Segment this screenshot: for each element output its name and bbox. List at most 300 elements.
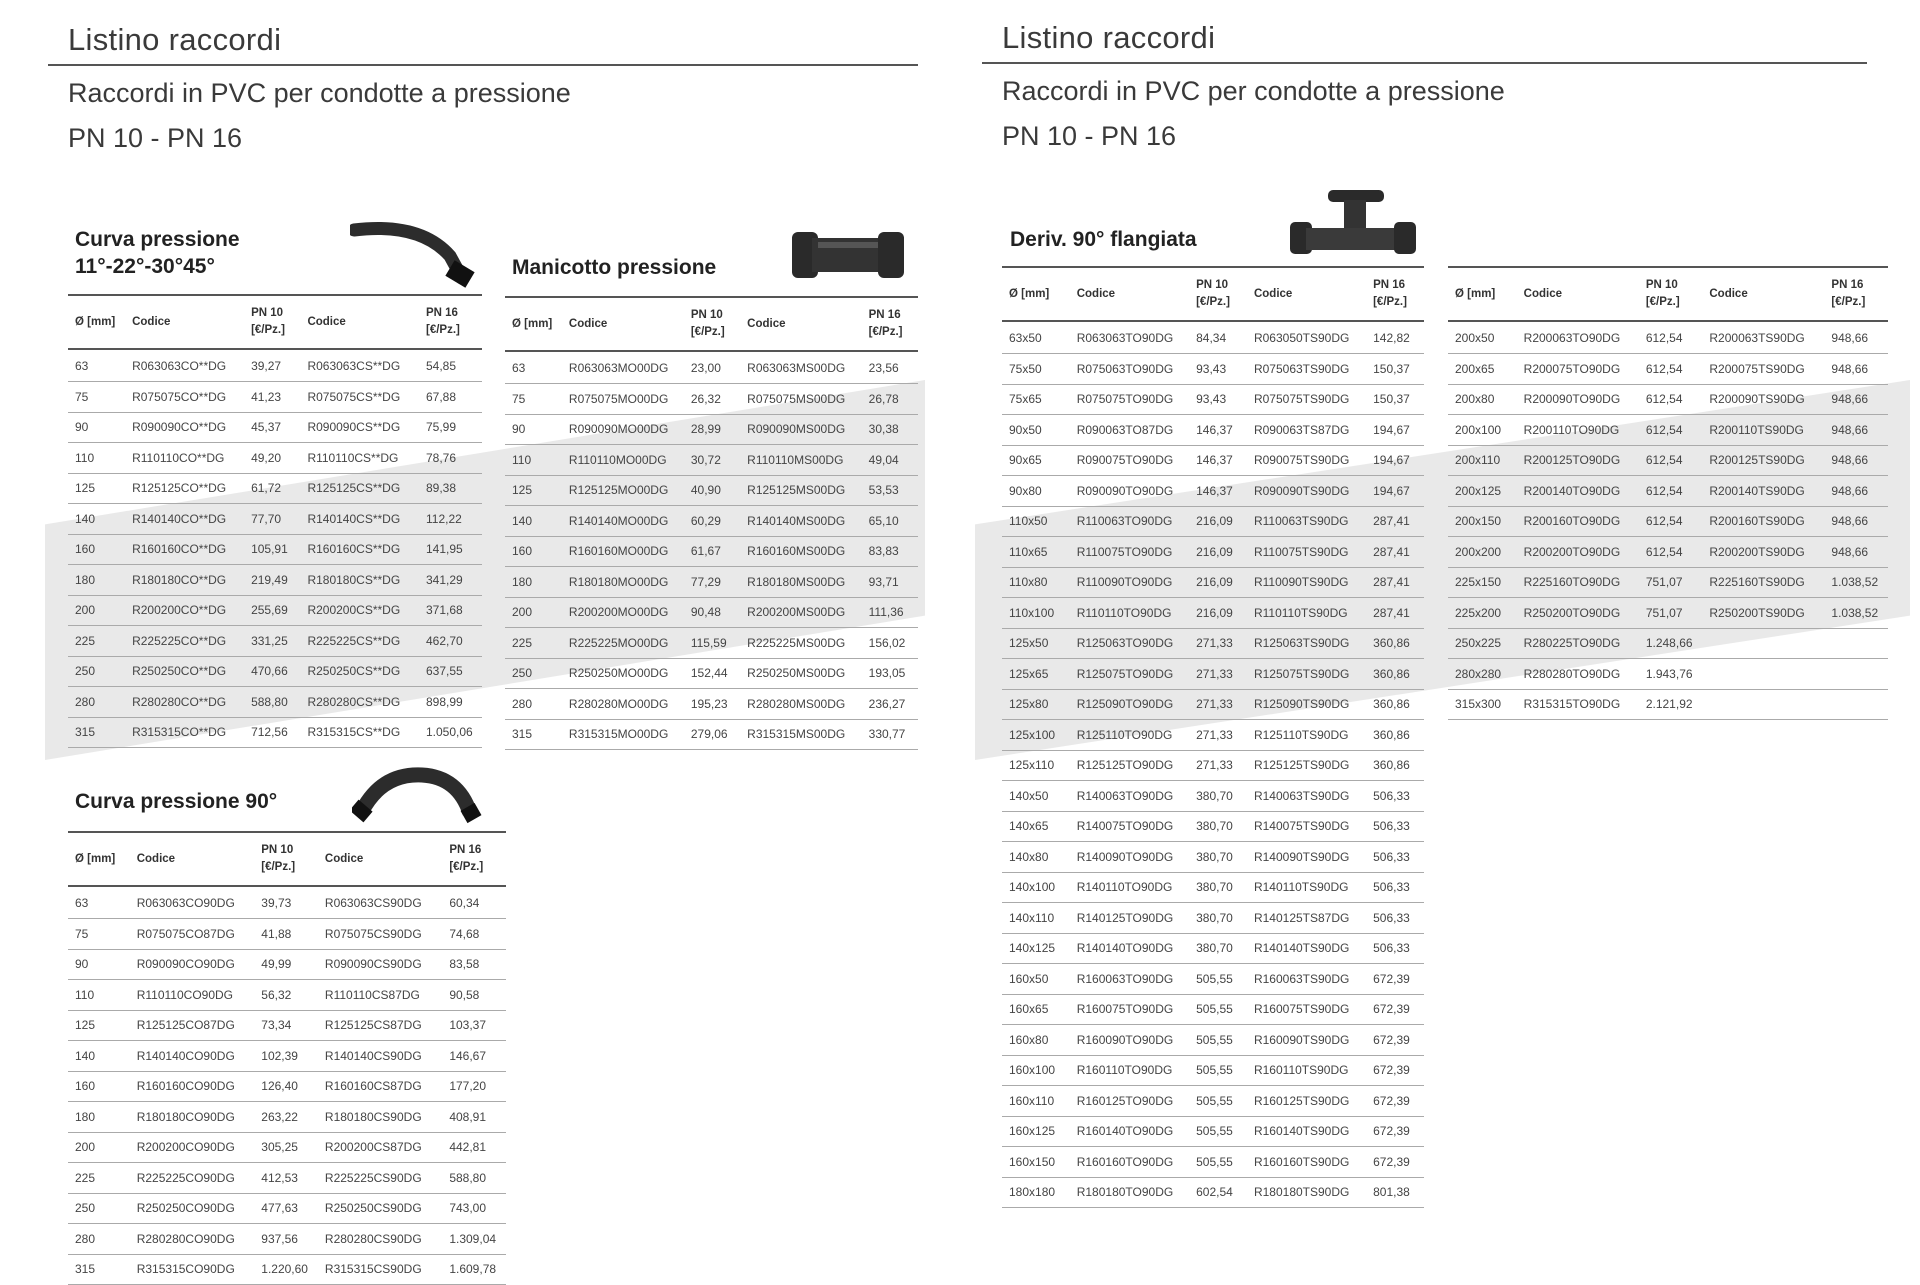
cell-code-pn16: R140125TS87DG [1247,903,1366,934]
pn16-label: PN 16 [425,307,458,319]
cell-code-pn16: R160140TS90DG [1247,1116,1366,1147]
cell-code-pn10: R125125CO**DG [125,473,244,504]
cell-price-pn10: 751,07 [1639,598,1703,629]
table-row [1448,598,1888,629]
cell-code-pn16: R250250CS**DG [300,656,419,687]
pn16-unit: [€/Pz.] [449,861,484,873]
table-row [1448,659,1888,690]
cell-code-pn16: R280280MS00DG [740,689,861,720]
cell-code-pn10: R280280MO00DG [562,689,684,720]
cell-price-pn16: 672,39 [1366,1025,1424,1056]
cell-code-pn16: R140063TS90DG [1247,781,1366,812]
cell-price-pn16: 948,66 [1824,384,1888,415]
cell-code-pn10: R110110MO00DG [562,445,684,476]
cell-code-pn10: R090090MO00DG [562,414,684,445]
cell-code-pn16: R200090TS90DG [1702,384,1824,415]
pn16-unit: [€/Pz.] [1373,296,1407,308]
cell-price-pn16: 948,66 [1824,415,1888,446]
cell-code-pn16: R140140CS**DG [300,504,419,535]
cell-price-pn10: 23,00 [684,351,740,384]
table-row [1002,750,1424,781]
cell-code-pn16: R140140TS90DG [1247,933,1366,964]
cell-code-pn10: R063063CO**DG [125,349,244,382]
cell-code-pn10: R140140CO90DG [130,1041,255,1072]
cell-price-pn16: 78,76 [419,443,482,474]
cell-price-pn10: 146,37 [1189,476,1247,507]
cell-diameter: 63 [68,886,130,919]
cell-code-pn16: R090063TS87DG [1247,415,1366,446]
cell-diameter: 110x65 [1002,537,1070,568]
cell-diameter: 110 [505,445,562,476]
cell-price-pn10: 216,09 [1189,598,1247,629]
cell-code-pn10: R110110CO90DG [130,980,255,1011]
manicotto-title: Manicotto pressione [512,256,717,279]
cell-price-pn10: 602,54 [1189,1177,1247,1208]
cell-code-pn16: R180180CS**DG [300,565,419,596]
table-row [1448,506,1888,537]
cell-diameter: 315 [68,717,125,748]
cell-price-pn10: 1.248,66 [1639,628,1703,659]
cell-code-pn16: R075075CS**DG [300,382,419,413]
cell-price-pn16: 506,33 [1366,872,1424,903]
table-row [1448,567,1888,598]
col-code-pn16: Codice [1702,267,1824,321]
table-row [1002,933,1424,964]
table-row [1002,994,1424,1025]
cell-price-pn16: 506,33 [1366,933,1424,964]
cell-diameter: 315 [68,1254,130,1285]
table-row [505,689,918,720]
cell-diameter: 180x180 [1002,1177,1070,1208]
cell-code-pn16: R063050TS90DG [1247,321,1366,354]
cell-code-pn10: R200075TO90DG [1517,354,1639,385]
table-row [1002,321,1424,354]
table-row [1002,659,1424,690]
pn16-label: PN 16 [1373,279,1406,291]
cell-code-pn16: R110075TS90DG [1247,537,1366,568]
cell-price-pn10: 216,09 [1189,567,1247,598]
table-row [1448,415,1888,446]
table-row [505,384,918,415]
cell-code-pn10: R125125MO00DG [562,475,684,506]
pn10-label: PN 10 [1645,279,1678,291]
cell-code-pn10: R125125TO90DG [1070,750,1189,781]
cell-diameter: 140x125 [1002,933,1070,964]
cell-price-pn10: 39,73 [254,886,318,919]
col-pn16 [1366,267,1424,321]
cell-price-pn10: 331,25 [244,626,300,657]
cell-code-pn16: R160160CS87DG [318,1071,442,1102]
cell-diameter: 280 [68,1224,130,1255]
cell-price-pn10: 77,70 [244,504,300,535]
cell-price-pn10: 612,54 [1639,415,1703,446]
pn16-label: PN 16 [449,844,482,856]
cell-price-pn10: 77,29 [684,567,740,598]
cell-price-pn16: 948,66 [1824,321,1888,354]
pn10-unit: [€/Pz.] [690,326,725,338]
table-row [68,473,482,504]
table-row [1002,964,1424,995]
cell-code-pn16: R280280CS90DG [318,1224,442,1255]
table-row [505,597,918,628]
cell-diameter: 75 [505,384,562,415]
table-row [505,536,918,567]
cell-code-pn16: R200200CS**DG [300,595,419,626]
cell-price-pn16 [1824,628,1888,659]
table-row [505,445,918,476]
cell-price-pn10: 380,70 [1189,903,1247,934]
cell-price-pn16: 287,41 [1366,598,1424,629]
cell-price-pn10: 1.220,60 [254,1254,318,1285]
table-row [68,980,506,1011]
right-page-title: Listino raccordi [1002,20,1216,55]
table-row [68,919,506,950]
cell-diameter: 140 [505,506,562,537]
cell-price-pn16: 948,66 [1824,476,1888,507]
cell-diameter: 75x65 [1002,384,1070,415]
cell-code-pn10: R160090TO90DG [1070,1025,1189,1056]
curva-title-line1: Curva pressione [75,228,240,251]
cell-price-pn16: 1.309,04 [442,1224,506,1255]
cell-price-pn16: 89,38 [419,473,482,504]
cell-price-pn16: 30,38 [862,414,918,445]
cell-code-pn16: R110110MS00DG [740,445,861,476]
pn10-label: PN 10 [690,309,723,321]
cell-price-pn16 [1824,689,1888,720]
cell-code-pn16: R140075TS90DG [1247,811,1366,842]
table-header-row [1448,267,1888,321]
cell-code-pn10: R140090TO90DG [1070,842,1189,873]
curva-table [68,294,482,748]
deriv-title: Deriv. 90° flangiata [1010,228,1197,251]
cell-code-pn16: R250200TS90DG [1702,598,1824,629]
cell-diameter: 315x300 [1448,689,1517,720]
cell-code-pn10: R250250CO90DG [130,1193,255,1224]
cell-code-pn10: R225160TO90DG [1517,567,1639,598]
table-row [505,475,918,506]
cell-price-pn10: 612,54 [1639,476,1703,507]
cell-code-pn16: R125110TS90DG [1247,720,1366,751]
table-row [505,414,918,445]
cell-diameter: 280 [505,689,562,720]
cell-price-pn16: 898,99 [419,687,482,718]
table-row [1002,415,1424,446]
cell-price-pn10: 102,39 [254,1041,318,1072]
cell-price-pn10: 470,66 [244,656,300,687]
left-page-rating: PN 10 - PN 16 [68,123,243,153]
cell-code-pn10: R280280TO90DG [1517,659,1639,690]
table-row [1002,781,1424,812]
cell-price-pn10: 90,48 [684,597,740,628]
cell-price-pn16: 287,41 [1366,506,1424,537]
cell-code-pn16: R200125TS90DG [1702,445,1824,476]
cell-price-pn16: 330,77 [862,719,918,750]
cell-diameter: 140x100 [1002,872,1070,903]
col-code-pn10: Codice [130,832,255,886]
cell-price-pn10: 146,37 [1189,415,1247,446]
cell-code-pn16: R180180TS90DG [1247,1177,1366,1208]
cell-price-pn16: 53,53 [862,475,918,506]
cell-price-pn10: 26,32 [684,384,740,415]
cell-price-pn10: 49,20 [244,443,300,474]
cell-diameter: 160x50 [1002,964,1070,995]
cell-code-pn16: R140140CS90DG [318,1041,442,1072]
cell-code-pn10: R110090TO90DG [1070,567,1189,598]
cell-diameter: 110x100 [1002,598,1070,629]
cell-diameter: 125x100 [1002,720,1070,751]
cell-code-pn16: R200200MS00DG [740,597,861,628]
cell-price-pn10: 380,70 [1189,933,1247,964]
cell-diameter: 160x110 [1002,1086,1070,1117]
cell-diameter: 125 [68,1010,130,1041]
cell-code-pn16: R110063TS90DG [1247,506,1366,537]
cell-diameter: 75 [68,382,125,413]
cell-code-pn10: R090063TO87DG [1070,415,1189,446]
cell-code-pn16: R315315CS**DG [300,717,419,748]
cell-price-pn10: 39,27 [244,349,300,382]
cell-price-pn10: 93,43 [1189,354,1247,385]
table-row [1448,354,1888,385]
cell-diameter: 160 [68,534,125,565]
cell-code-pn16: R125125CS87DG [318,1010,442,1041]
table-row [68,656,482,687]
table-row [68,1010,506,1041]
cell-diameter: 160x65 [1002,994,1070,1025]
cell-diameter: 200 [68,595,125,626]
cell-price-pn10: 2.121,92 [1639,689,1703,720]
cell-price-pn10: 305,25 [254,1132,318,1163]
table-row [68,443,482,474]
table-row [505,628,918,659]
cell-code-pn10: R140140MO00DG [562,506,684,537]
cell-price-pn10: 271,33 [1189,720,1247,751]
cell-code-pn16: R125090TS90DG [1247,689,1366,720]
cell-diameter: 63 [505,351,562,384]
cell-price-pn16: 360,86 [1366,750,1424,781]
cell-price-pn16: 90,58 [442,980,506,1011]
cell-price-pn16: 150,37 [1366,384,1424,415]
col-code-pn16: Codice [740,297,861,351]
cell-diameter: 90x50 [1002,415,1070,446]
cell-diameter: 225 [505,628,562,659]
table-row [1002,811,1424,842]
table-row [68,565,482,596]
table-row [68,1071,506,1102]
cell-diameter: 125x110 [1002,750,1070,781]
cell-code-pn10: R180180CO**DG [125,565,244,596]
cell-price-pn10: 612,54 [1639,384,1703,415]
cell-diameter: 160x150 [1002,1147,1070,1178]
cell-code-pn16: R250250MS00DG [740,658,861,689]
cell-code-pn10: R125063TO90DG [1070,628,1189,659]
cell-code-pn16: R090090MS00DG [740,414,861,445]
table-row [1002,903,1424,934]
cell-price-pn16: 194,67 [1366,415,1424,446]
curva-title [75,226,240,280]
cell-diameter: 225 [68,1163,130,1194]
cell-code-pn16: R063063CS**DG [300,349,419,382]
cell-code-pn16: R125125CS**DG [300,473,419,504]
cell-price-pn16: 83,83 [862,536,918,567]
cell-price-pn10: 505,55 [1189,964,1247,995]
cell-price-pn16: 672,39 [1366,964,1424,995]
cell-price-pn10: 41,88 [254,919,318,950]
right-page-header [982,20,1867,152]
cell-price-pn10: 380,70 [1189,811,1247,842]
curva90-title: Curva pressione 90° [75,790,278,813]
col-code-pn10: Codice [1517,267,1639,321]
cell-code-pn16: R180180MS00DG [740,567,861,598]
left-page-header [48,22,918,154]
cell-code-pn16: R090090TS90DG [1247,476,1366,507]
cell-diameter: 200x100 [1448,415,1517,446]
cell-price-pn16: 111,36 [862,597,918,628]
curva-title-line2: 11°-22°-30°45° [75,255,215,278]
cell-price-pn16: 506,33 [1366,781,1424,812]
pn10-label: PN 10 [1196,279,1229,291]
cell-code-pn10: R315315CO90DG [130,1254,255,1285]
cell-price-pn10: 219,49 [244,565,300,596]
cell-price-pn16: 1.609,78 [442,1254,506,1285]
table-row [68,595,482,626]
cell-code-pn16: R125125TS90DG [1247,750,1366,781]
cell-code-pn10: R075075CO**DG [125,382,244,413]
cell-price-pn10: 477,63 [254,1193,318,1224]
cell-code-pn10: R180180MO00DG [562,567,684,598]
cell-price-pn16: 506,33 [1366,811,1424,842]
cell-price-pn16: 146,67 [442,1041,506,1072]
cell-diameter: 63x50 [1002,321,1070,354]
cell-diameter: 90x65 [1002,445,1070,476]
cell-price-pn10: 105,91 [244,534,300,565]
cell-price-pn10: 195,23 [684,689,740,720]
cell-price-pn16: 801,38 [1366,1177,1424,1208]
table-row [1002,1116,1424,1147]
cell-price-pn10: 380,70 [1189,781,1247,812]
cell-diameter: 250 [68,656,125,687]
cell-diameter: 160x80 [1002,1025,1070,1056]
col-pn10 [254,832,318,886]
col-pn10 [1639,267,1703,321]
pn16-label: PN 16 [1831,279,1864,291]
table-row [505,658,918,689]
cell-diameter: 140x50 [1002,781,1070,812]
table-row [68,687,482,718]
cell-code-pn16: R075075TS90DG [1247,384,1366,415]
table-row [68,717,482,748]
cell-price-pn16 [1824,659,1888,690]
col-pn16 [442,832,506,886]
cell-price-pn10: 216,09 [1189,537,1247,568]
cell-code-pn16: R090090CS90DG [318,949,442,980]
cell-code-pn10: R200140TO90DG [1517,476,1639,507]
cell-price-pn10: 93,43 [1189,384,1247,415]
table-row [1448,384,1888,415]
cell-price-pn10: 152,44 [684,658,740,689]
cell-code-pn10: R160160TO90DG [1070,1147,1189,1178]
deriv-table-b-body [1448,321,1888,720]
cell-price-pn16: 194,67 [1366,445,1424,476]
cell-price-pn16: 1.038,52 [1824,567,1888,598]
cell-diameter: 250 [68,1193,130,1224]
cell-price-pn10: 271,33 [1189,750,1247,781]
right-page-subtitle: Raccordi in PVC per condotte a pressione [1002,76,1505,106]
cell-price-pn10: 49,99 [254,949,318,980]
cell-code-pn10: R160160MO00DG [562,536,684,567]
cell-code-pn16: R200063TS90DG [1702,321,1824,354]
cell-price-pn10: 271,33 [1189,659,1247,690]
col-diam: Ø [mm] [505,297,562,351]
cell-code-pn10: R140063TO90DG [1070,781,1189,812]
table-row [1002,628,1424,659]
cell-price-pn16: 54,85 [419,349,482,382]
cell-price-pn10: 40,90 [684,475,740,506]
cell-price-pn10: 505,55 [1189,1086,1247,1117]
right-header-rule [982,62,1867,64]
cell-code-pn10: R140110TO90DG [1070,872,1189,903]
cell-code-pn10: R090075TO90DG [1070,445,1189,476]
cell-price-pn16: 1.050,06 [419,717,482,748]
cell-code-pn10: R063063CO90DG [130,886,255,919]
cell-diameter: 90 [505,414,562,445]
table-row [68,382,482,413]
table-row [1448,628,1888,659]
cell-code-pn16: R180180CS90DG [318,1102,442,1133]
col-code-pn10: Codice [1070,267,1189,321]
col-pn16 [862,297,918,351]
table-row [1002,689,1424,720]
cell-price-pn10: 271,33 [1189,689,1247,720]
cell-code-pn10: R200160TO90DG [1517,506,1639,537]
deriv-table-b [1448,266,1888,720]
cell-code-pn16 [1702,628,1824,659]
col-pn10 [244,295,300,349]
table-row [1002,1177,1424,1208]
cell-code-pn10: R180180TO90DG [1070,1177,1189,1208]
table-row [505,719,918,750]
cell-price-pn16: 67,88 [419,382,482,413]
cell-diameter: 125x50 [1002,628,1070,659]
cell-diameter: 200x50 [1448,321,1517,354]
cell-price-pn10: 61,72 [244,473,300,504]
table-row [68,412,482,443]
cell-code-pn16: R160075TS90DG [1247,994,1366,1025]
table-row [68,949,506,980]
cell-diameter: 140x65 [1002,811,1070,842]
cell-code-pn10: R075075MO00DG [562,384,684,415]
cell-price-pn16: 60,34 [442,886,506,919]
cell-code-pn10: R280280CO90DG [130,1224,255,1255]
cell-price-pn16: 408,91 [442,1102,506,1133]
cell-code-pn16: R315315MS00DG [740,719,861,750]
cell-code-pn16: R200110TS90DG [1702,415,1824,446]
cell-price-pn10: 115,59 [684,628,740,659]
cell-code-pn10: R250250CO**DG [125,656,244,687]
cell-code-pn16 [1702,659,1824,690]
cell-code-pn10: R160125TO90DG [1070,1086,1189,1117]
cell-code-pn10: R160110TO90DG [1070,1055,1189,1086]
table-row [1448,445,1888,476]
cell-price-pn10: 612,54 [1639,506,1703,537]
cell-price-pn16: 462,70 [419,626,482,657]
table-row [68,504,482,535]
col-diam: Ø [mm] [1002,267,1070,321]
cell-code-pn16: R125063TS90DG [1247,628,1366,659]
col-pn10 [684,297,740,351]
table-row [1002,384,1424,415]
cell-code-pn10: R280225TO90DG [1517,628,1639,659]
cell-code-pn10: R315315TO90DG [1517,689,1639,720]
